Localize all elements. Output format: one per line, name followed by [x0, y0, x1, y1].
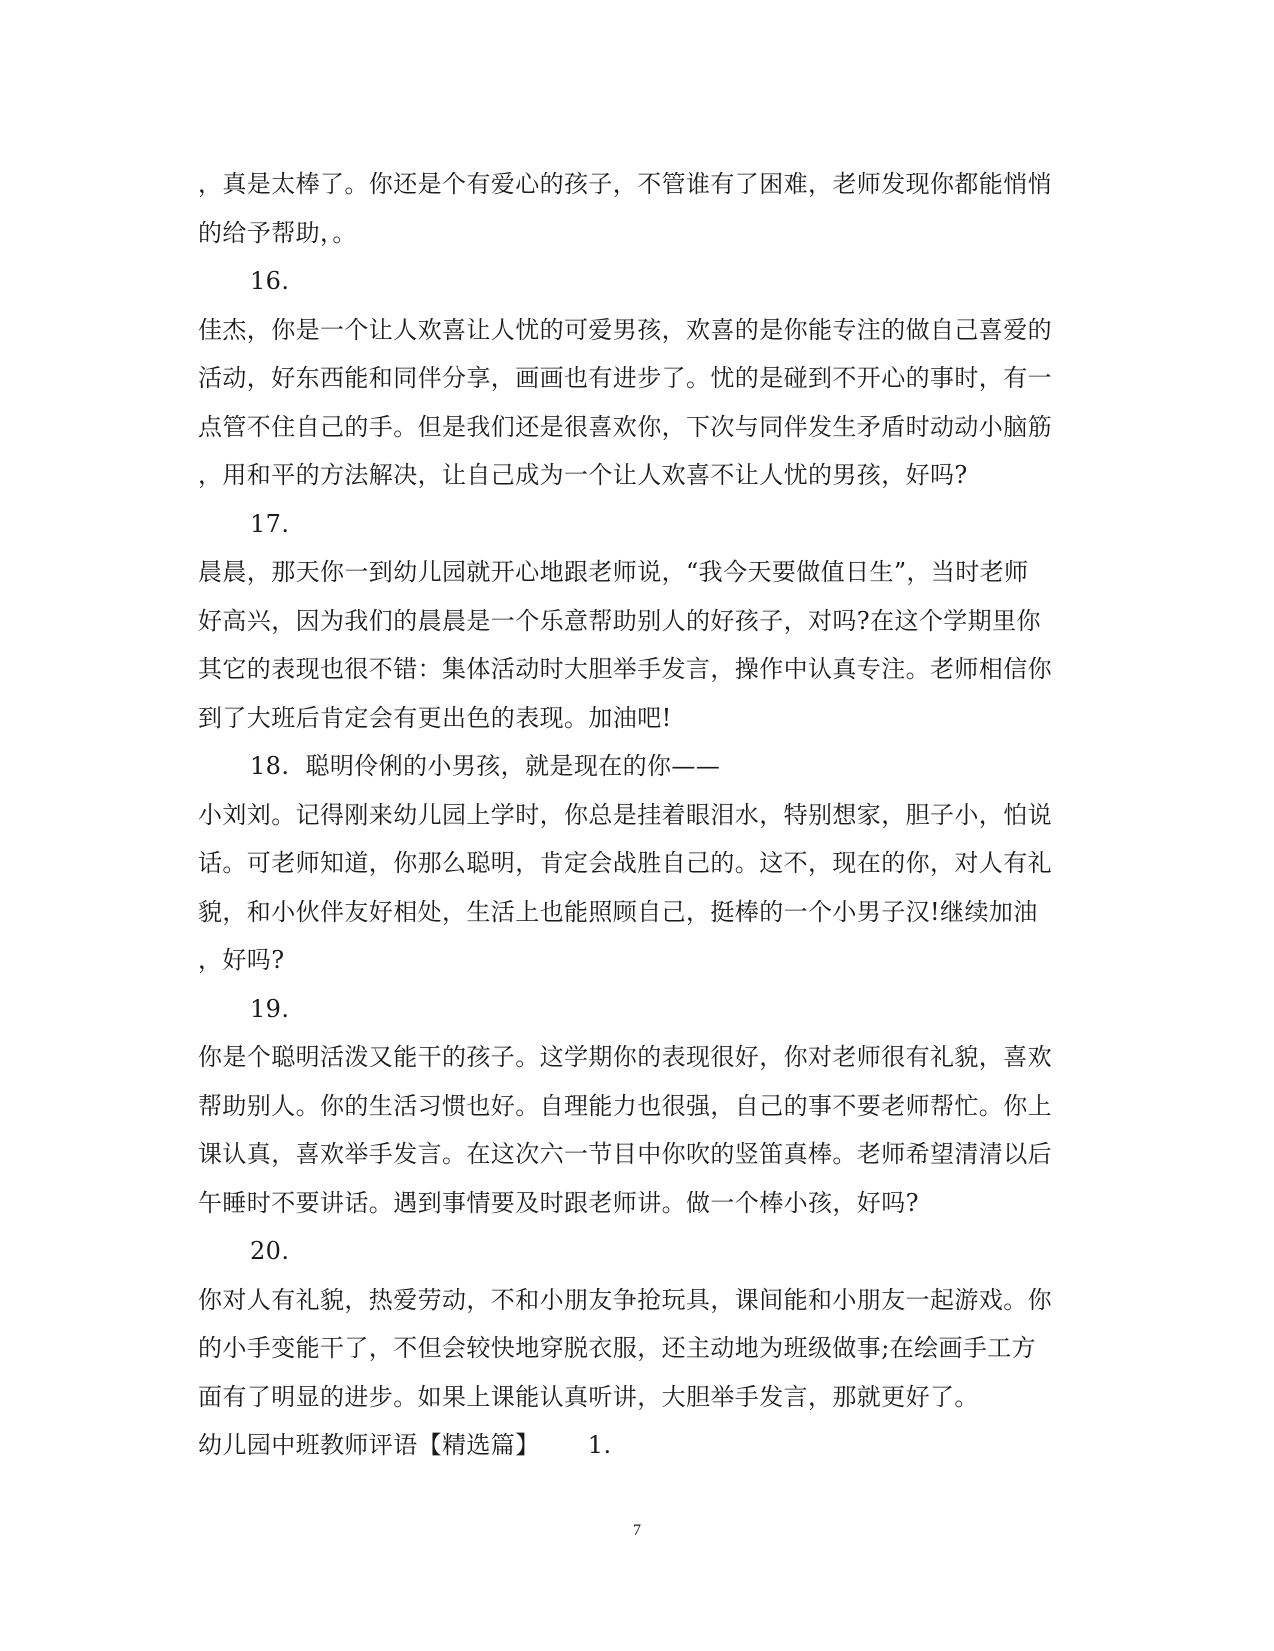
- text-line: ，用和平的方法解决，让自己成为一个让人欢喜不让人忧的男孩，好吗?: [198, 461, 968, 489]
- text-line: 的给予帮助，。: [198, 218, 357, 247]
- text-line: 其它的表现也很不错：集体活动时大胆举手发言，操作中认真专注。老师相信你: [198, 655, 1052, 683]
- text-line: 你是个聪明活泼又能干的孩子。这学期你的表现很好，你对老师很有礼貌，喜欢: [198, 1043, 1052, 1071]
- text-line: 点管不住自己的手。但是我们还是很喜欢你，下次与同伴发生矛盾时动动小脑筋: [198, 412, 1052, 441]
- text-line: 活动，好东西能和同伴分享，画画也有进步了。忧的是碰到不开心的事时，有一: [198, 364, 1052, 392]
- section-heading: 幼儿园中班教师评语【精选篇】 1.: [198, 1431, 612, 1459]
- item-number: 20.: [250, 1237, 290, 1265]
- text-line: 课认真，喜欢举手发言。在这次六一节目中你吹的竖笛真棒。老师希望清清以后: [198, 1140, 1052, 1168]
- text-line: 貌，和小伙伴友好相处，生活上也能照顾自己，挺棒的一个小男子汉!继续加油: [198, 897, 1038, 926]
- item-number: 19.: [250, 994, 290, 1023]
- item-number: 18. 聪明伶俐的小男孩，就是现在的你——: [250, 752, 721, 780]
- text-line: 佳杰，你是一个让人欢喜让人忧的可爱男孩，欢喜的是你能专注的做自己喜爱的: [198, 315, 1052, 344]
- text-line: 好高兴，因为我们的晨晨是一个乐意帮助别人的好孩子，对吗?在这个学期里你: [198, 606, 1041, 635]
- text-line: 帮助别人。你的生活习惯也好。自理能力也很强，自己的事不要老师帮忙。你上: [198, 1091, 1052, 1120]
- text-line: 面有了明显的进步。如果上课能认真听讲，大胆举手发言，那就更好了。: [198, 1382, 979, 1411]
- text-line: 午睡时不要讲话。遇到事情要及时跟老师讲。做一个棒小孩，好吗?: [198, 1188, 919, 1217]
- text-line: ，好吗?: [198, 946, 285, 974]
- text-line: 到了大班后肯定会有更出色的表现。加油吧!: [198, 703, 672, 732]
- text-line: 话。可老师知道，你那么聪明，肯定会战胜自己的。这不，现在的你，对人有礼: [198, 849, 1052, 877]
- document-body: [198, 160, 1078, 1470]
- text-line: 的小手变能干了，不但会较快地穿脱衣服，还主动地为班级做事;在绘画手工方: [198, 1334, 1037, 1362]
- text-line: 小刘刘。记得刚来幼儿园上学时，你总是挂着眼泪水，特别想家，胆子小，怕说: [198, 800, 1052, 829]
- item-number: 16.: [250, 267, 290, 295]
- item-number: 17.: [250, 509, 290, 538]
- text-line: 你对人有礼貌，热爱劳动，不和小朋友争抢玩具，课间能和小朋友一起游戏。你: [198, 1285, 1052, 1314]
- text-line: ，真是太棒了。你还是个有爱心的孩子，不管谁有了困难，老师发现你都能悄悄: [198, 170, 1052, 198]
- page-number: 7: [633, 1522, 641, 1539]
- text-line: 晨晨，那天你一到幼儿园就开心地跟老师说，“我今天要做值日生”，当时老师: [198, 558, 1029, 586]
